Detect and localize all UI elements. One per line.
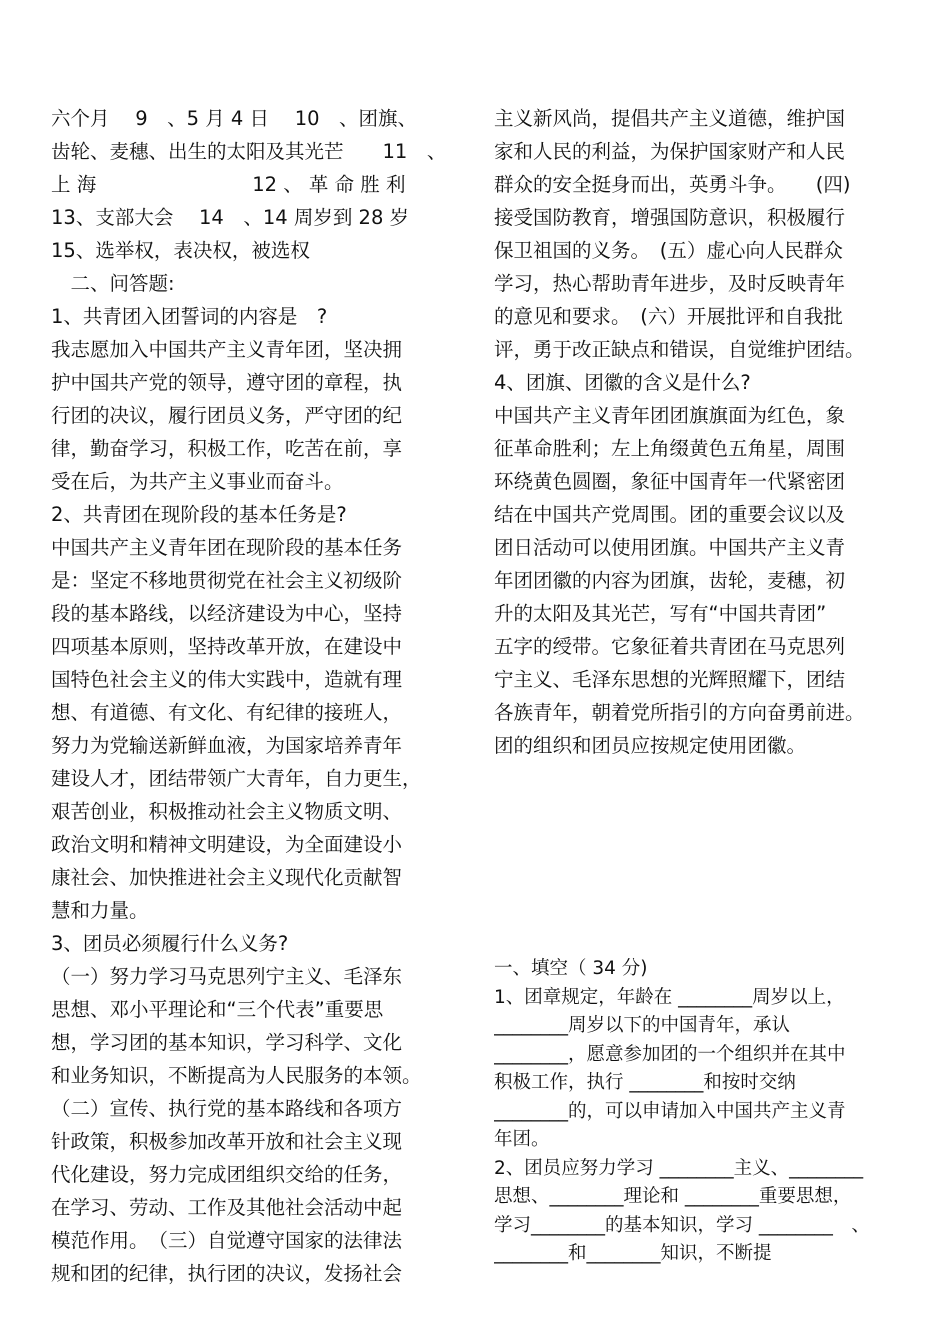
text-line: 五字的绶带。它象征着共青团在马克思列: [494, 635, 846, 658]
text-line: 年团团徽的内容为团旗，齿轮，麦穗，初: [494, 569, 846, 592]
text-line: 国特色社会主义的伟大实践中，造就有理: [51, 668, 403, 691]
text-line: ________，愿意参加团的一个组织并在其中: [494, 1043, 846, 1065]
text-line: 在学习、劳动、工作及其他社会活动中起: [51, 1196, 403, 1219]
text-line: 接受国防教育，增强国防意识，积极履行: [494, 206, 846, 229]
text-line: 六个月 9 、5 月 4 日 10 、团旗、: [51, 107, 418, 130]
text-line: 团日活动可以使用团旗。中国共产主义青: [494, 536, 846, 559]
text-line: 想，学习团的基本知识，学习科学、文化: [51, 1031, 403, 1054]
right-column-bottom: [494, 955, 904, 1269]
text-line: 学习，热心帮助青年进步，及时反映青年: [494, 272, 846, 295]
text-line: 康社会、加快推进社会主义现代化贡献智: [51, 866, 403, 889]
text-line: 律，勤奋学习，积极工作，吃苦在前，享: [51, 437, 403, 460]
text-line: 思想、________理论和 ________重要思想，: [494, 1186, 852, 1207]
text-line: 上 海 12 、 革 命 胜 利: [51, 173, 406, 196]
text-line: 努力为党输送新鲜血液，为国家培养青年: [51, 734, 403, 757]
text-line: 征革命胜利；左上角缀黄色五角星，周围: [494, 437, 846, 460]
text-line: 团的组织和团员应按规定使用团徽。: [494, 734, 807, 757]
text-line: 想、有道德、有文化、有纪律的接班人，: [51, 701, 403, 724]
text-line: 各族青年，朝着党所指引的方向奋勇前进。: [494, 701, 865, 724]
text-line: 15、选举权，表决权，被选权: [51, 239, 310, 262]
text-line: 护中国共产党的领导，遵守团的章程，执: [51, 371, 403, 394]
text-line: 升的太阳及其光芒，写有“中国共青团”: [494, 602, 827, 625]
text-line: 1、团章规定，年龄在 ________周岁以上，: [494, 986, 845, 1008]
text-line: 2、团员应努力学习 ________主义、________: [494, 1157, 864, 1179]
text-line: 规和团的纪律，执行团的决议，发扬社会: [51, 1262, 403, 1285]
text-line: 2、共青团在现阶段的基本任务是?: [51, 503, 347, 526]
text-line: 四项基本原则，坚持改革开放，在建设中: [51, 635, 403, 658]
text-line: 1、共青团入团誓词的内容是 ?: [51, 305, 328, 328]
text-line: ________和________知识，不断提: [494, 1243, 772, 1264]
text-line: 环绕黄色圆圈，象征中国青年一代紧密团: [494, 470, 846, 493]
text-line: 受在后，为共产主义事业而奋斗。: [51, 470, 344, 493]
text-line: ________的，可以申请加入中国共产主义青: [494, 1100, 846, 1122]
text-line: 家和人民的利益，为保护国家财产和人民: [494, 140, 846, 163]
text-line: 我志愿加入中国共产主义青年团，坚决拥: [51, 338, 403, 361]
text-line: 二、问答题:: [51, 272, 175, 295]
text-line: 模范作用。 （三）自觉遵守国家的法律法: [51, 1229, 403, 1252]
text-line: 齿轮、麦穗、出生的太阳及其光芒 11 、: [51, 140, 447, 163]
text-line: 建设人才，团结带领广大青年，自力更生，: [51, 767, 422, 790]
text-line: 中国共产主义青年团团旗旗面为红色，象: [494, 404, 846, 427]
text-line: 行团的决议，履行团员义务，严守团的纪: [51, 404, 403, 427]
text-line: ________周岁以下的中国青年，承认: [494, 1015, 791, 1036]
text-line: 评，勇于改正缺点和错误，自觉维护团结。: [494, 338, 865, 361]
text-line: 针政策，积极参加改革开放和社会主义现: [51, 1130, 403, 1153]
text-line: （一）努力学习马克思列宁主义、毛泽东: [51, 965, 403, 988]
text-line: （二）宣传、执行党的基本路线和各项方: [51, 1097, 403, 1120]
text-line: 学习________的基本知识，学习 ________ 、: [494, 1214, 870, 1236]
text-line: 和业务知识，不断提高为人民服务的本领。: [51, 1064, 422, 1087]
text-line: 一、填空（ 34 分): [494, 958, 648, 979]
text-line: 3、团员必须履行什么义务?: [51, 932, 289, 955]
text-line: 艰苦创业，积极推动社会主义物质文明、: [51, 800, 403, 823]
text-line: 中国共产主义青年团在现阶段的基本任务: [51, 536, 403, 559]
text-line: 思想、邓小平理论和“三个代表”重要思: [51, 998, 384, 1021]
text-line: 是：坚定不移地贯彻党在社会主义初级阶: [51, 569, 403, 592]
text-line: 年团。: [494, 1129, 550, 1150]
text-line: 结在中国共产党周围。团的重要会议以及: [494, 503, 846, 526]
text-line: 保卫祖国的义务。 (五）虚心向人民群众: [494, 239, 843, 262]
text-line: 群众的安全挺身而出，英勇斗争。 (四): [494, 173, 851, 196]
text-line: 段的基本路线，以经济建设为中心，坚持: [51, 602, 403, 625]
text-line: 政治文明和精神文明建设，为全面建设小: [51, 833, 403, 856]
left-column: [51, 102, 451, 1290]
text-line: 宁主义、毛泽东思想的光辉照耀下，团结: [494, 668, 846, 691]
text-line: 主义新风尚，提倡共产主义道德，维护国: [494, 107, 846, 130]
text-line: 4、团旗、团徽的含义是什么?: [494, 371, 751, 394]
text-line: 代化建设，努力完成团组织交给的任务，: [51, 1163, 403, 1186]
text-line: 13、支部大会 14 、14 周岁到 28 岁: [51, 206, 410, 229]
text-line: 积极工作，执行 ________和按时交纳: [494, 1072, 796, 1093]
text-line: 慧和力量。: [51, 899, 149, 922]
text-line: 的意见和要求。 (六）开展批评和自我批: [494, 305, 843, 328]
right-column-top: [494, 102, 890, 762]
